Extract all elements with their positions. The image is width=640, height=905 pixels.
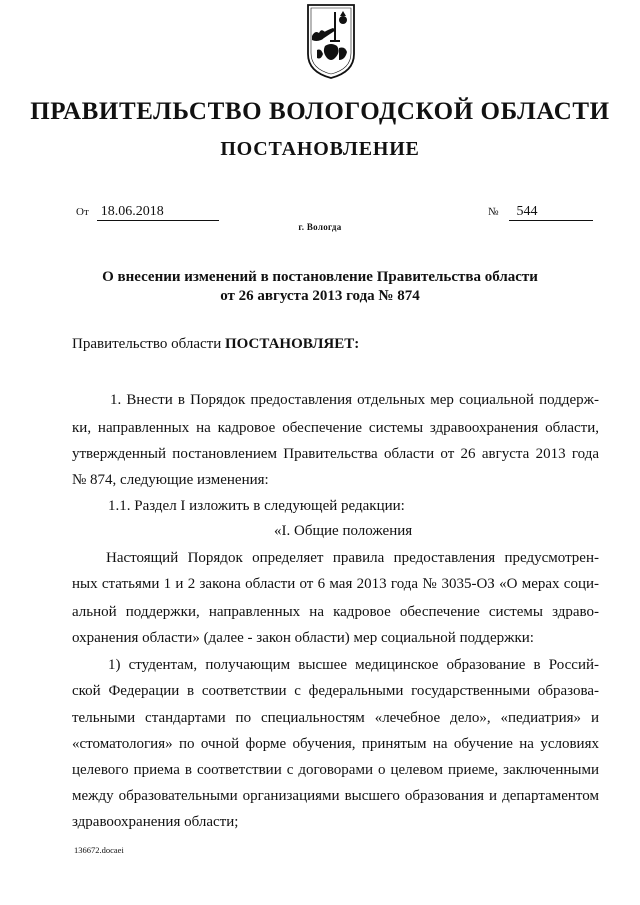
document-number: 544	[509, 204, 593, 221]
body-line: Настоящий Порядок определяет правила предоставления предусмотрен-	[106, 550, 599, 566]
body-line: ской Федерации в соответствии с федеральными государственными образова-	[72, 683, 599, 699]
body-line: целевого приема в соответствии с договорами о целевом приеме, заключенными	[72, 762, 599, 778]
body-line: охранения области» (далее - закон области) мер социальной поддержки:	[72, 630, 534, 646]
document-date: 18.06.2018	[97, 204, 219, 221]
body-line: между образовательными организациями высшего образования и департаментом	[72, 788, 599, 804]
city-name: г. Вологда	[298, 222, 342, 232]
document-type: ПОСТАНОВЛЕНИЕ	[220, 138, 420, 160]
body-line: 1. Внести в Порядок предоставления отдельных мер социальной поддерж-	[110, 392, 599, 408]
document-subject	[0, 268, 640, 306]
date-row	[76, 204, 219, 221]
body-line: утвержденный постановлением Правительства области от 26 августа 2013 года	[72, 446, 599, 462]
resolves-statement	[72, 336, 359, 353]
coat-of-arms-emblem	[305, 2, 357, 80]
body-line: «стоматология» по очной форме обучения, принятым на обучение на условиях	[72, 736, 599, 752]
government-title: ПРАВИТЕЛЬСТВО ВОЛОГОДСКОЙ ОБЛАСТИ	[30, 98, 610, 125]
subject-line: от 26 августа 2013 года № 874	[220, 288, 420, 304]
body-line: № 874, следующие изменения:	[72, 472, 269, 488]
date-label: От	[76, 206, 89, 218]
resolves-keyword: ПОСТАНОВЛЯЕТ:	[224, 336, 360, 352]
resolves-prefix: Правительство области	[72, 336, 225, 352]
body-line: альной поддержки, направленных на кадровое обеспечение системы здраво-	[72, 604, 599, 620]
body-line: 1.1. Раздел I изложить в следующей редакции:	[108, 498, 405, 514]
number-label: №	[488, 206, 499, 218]
body-line: ки, направленных на кадровое обеспечение системы здравоохранения области,	[72, 420, 599, 436]
body-line: тельными стандартами по специальностям «лечебное дело», «педиатрия» и	[72, 710, 599, 726]
subject-line: О внесении изменений в постановление Правительства области	[102, 269, 538, 285]
number-row	[488, 204, 593, 221]
body-line: здравоохранения области;	[72, 814, 239, 830]
body-line: 1) студентам, получающим высшее медицинское образование в Россий-	[108, 657, 599, 673]
body-line: ных статьями 1 и 2 закона области от 6 мая 2013 года № 3035-ОЗ «О мерах соци-	[72, 576, 599, 592]
section-title: «I. Общие положения	[274, 523, 413, 539]
footer-filename: 136672.docaei	[74, 845, 124, 855]
